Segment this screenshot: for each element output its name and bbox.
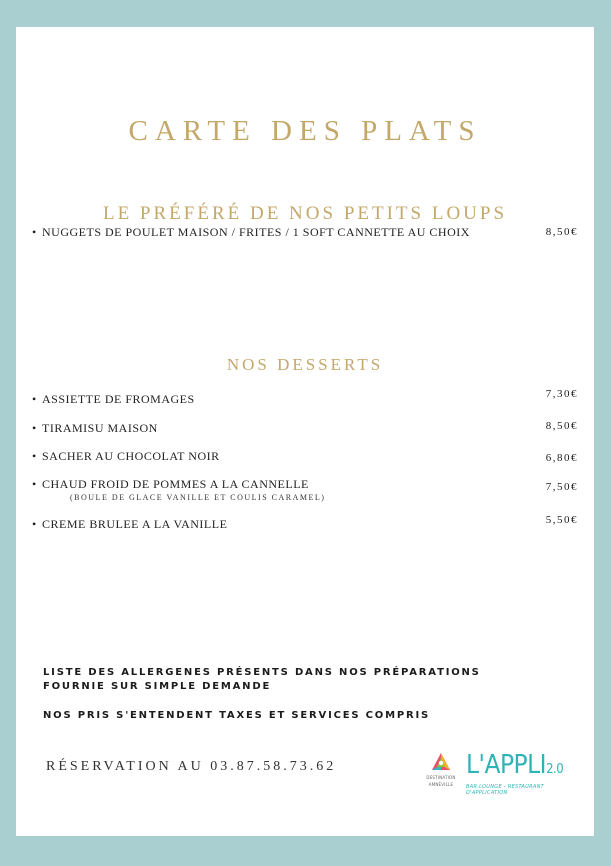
menu-item [32,449,220,464]
appli-logo-name: L'APPLI [466,750,547,780]
menu-item-label: NUGGETS DE POULET MAISON / FRITES / 1 SOFT CANNETTE AU CHOIX [42,225,470,239]
appli-logo [466,751,576,796]
appli-logo-brand [466,751,576,784]
menu-item [32,517,227,532]
section-title-kids: LE PRÉFÉRÉ DE NOS PETITS LOUPS [102,203,508,224]
prices-note: NOS PRIS S'ENTENDENT TAXES ET SERVICES COMPRIS [43,710,431,721]
menu-item-label: CREME BRULEE A LA VANILLE [42,517,228,531]
bullet: • [32,449,37,463]
menu-item-price: 7,50€ [545,481,578,493]
destination-logo-line2: AMNÉVILLE [428,782,454,787]
bullet: • [32,517,37,531]
page-title: CARTE DES PLATS [128,115,482,147]
bullet: • [32,225,37,239]
menu-page [16,27,594,836]
appli-logo-tagline: BAR LOUNGE - RESTAURANT D'APPLICATION [466,784,544,796]
menu-item-label: TIRAMISU MAISON [42,421,158,435]
menu-item-price: 5,50€ [545,514,578,526]
reservation-phone: RÉSERVATION AU 03.87.58.73.62 [46,759,337,774]
menu-item [32,225,470,240]
allergens-notice [43,666,481,694]
section-title-desserts: NOS DESSERTS [226,355,384,374]
allergens-line-1: LISTE DES ALLERGENES PRÉSENTS DANS NOS PRÉPARATIONS [43,667,481,678]
destination-logo-icon [430,751,452,773]
destination-logo-line1: DESTINATION [426,775,456,780]
bullet: • [32,392,37,406]
allergens-line-2: FOURNIE SUR SIMPLE DEMANDE [43,681,272,692]
menu-item [32,421,158,436]
bullet: • [32,477,37,491]
menu-item-price: 8,50€ [545,420,578,432]
bullet: • [32,421,37,435]
menu-item [32,477,309,492]
menu-item-label: ASSIETTE DE FROMAGES [42,392,195,406]
menu-item-label: SACHER AU CHOCOLAT NOIR [42,449,220,463]
appli-logo-version: 2.0 [546,762,564,777]
menu-item-label: CHAUD FROID DE POMMES A LA CANNELLE [42,477,309,491]
destination-logo [426,751,456,791]
menu-item-note: (BOULE DE GLACE VANILLE ET COULIS CARAMEL) [70,493,326,502]
menu-item-price: 7,30€ [545,388,578,400]
menu-item-price: 6,80€ [545,452,578,464]
menu-item-price: 8,50€ [545,226,578,238]
menu-item [32,392,195,407]
